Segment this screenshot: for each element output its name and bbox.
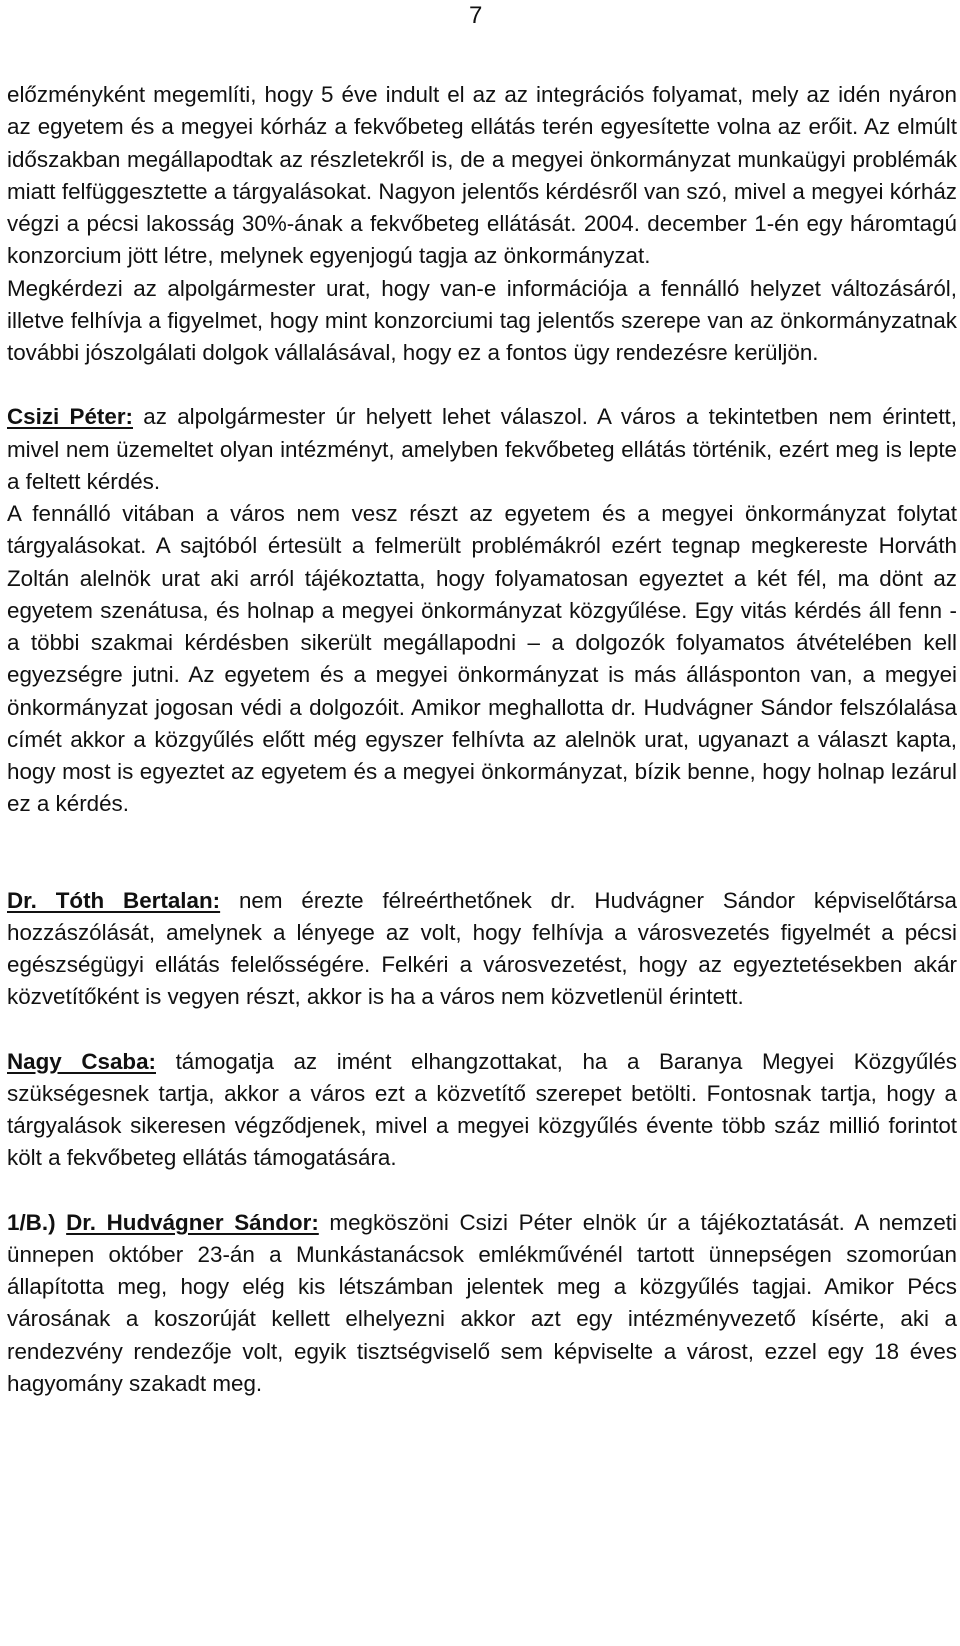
paragraph-spacer (7, 821, 957, 885)
paragraph-hudvagner-sandor (7, 1207, 957, 1401)
paragraph-spacer (7, 1175, 957, 1207)
paragraph-nagy-csaba (7, 1046, 957, 1175)
paragraph-spacer (7, 1014, 957, 1046)
paragraph-toth-bertalan-text: nem érezte félreérthetőnek dr. Hudvágner Sándor képviselőtársa hozzászólását, amelynek a lényege az volt, hogy felhívja a városvezetés figyelmét a pécsi egészségügyi ellátás felelősségére. Felkéri a városvezetést, hogy az egyeztetésekben akár közvetítőként is vegyen részt, akkor is ha a város nem közvetlenül érintett. (7, 887, 957, 1010)
page-number: 7 (469, 2, 483, 29)
paragraph-csizi-peter-text: az alpolgármester úr helyett lehet válaszol. A város a tekintetben nem érintett, mivel nem üzemeltet olyan intézményt, amelyben fekvőbeteg ellátás történik, ezért meg is lepte a feltett kérdés. (7, 404, 957, 494)
speaker-name-toth-bertalan: Dr. Tóth Bertalan: (7, 887, 221, 913)
speaker-name-hudvagner-sandor: Dr. Hudvágner Sándor: (66, 1209, 319, 1235)
paragraph-spacer (7, 369, 957, 401)
paragraph-intro (7, 79, 957, 273)
paragraph-nagy-csaba-text: támogatja az imént elhangzottakat, ha a Baranya Megyei Közgyűlés szükségesnek tartja, akkor a város ezt a közvetítő szerepet betölti. Fontosnak tartja, hogy a tárgyalások sikeresen végződjenek, mivel a megyei közgyűlés évente több száz millió forintot költ a fekvőbeteg ellátás támogatására. (7, 1048, 958, 1171)
paragraph-question-text: Megkérdezi az alpolgármester urat, hogy van-e információja a fennálló helyzet változásáról, illetve felhívja a figyelmet, hogy mint konzorciumi tag jelentős szerepe van az önkormányzatnak további jószolgálati dolgok vállalásával, hogy ez a fontos ügy rendezésre kerüljön. (7, 275, 957, 365)
speaker-name-nagy-csaba: Nagy Csaba: (7, 1048, 156, 1074)
paragraph-city-position-text: A fennálló vitában a város nem vesz részt az egyetem és a megyei önkormányzat folytat tárgyalásokat. A sajtóból értesült a felmerült problémákról ezért tegnap megkereste Horváth Zoltán alelnök urat aki arról tájékoztatta, hogy folyamatosan egyeztet a két fél, ma dönt az egyetem szenátusa, és holnap a megyei önkormányzat közgyűlése. Egy vitás kérdés áll fenn - a többi szakmai kérdésben sikerült megállapodni – a dolgozók folyamatos átvételében kell egyezségre jutni. Az egyetem és a megyei önkormányzat is más állásponton van, a megyei önkormányzat jogosan védi a dolgozóit. Amikor meghallotta dr. Hudvágner Sándor felszólalása címét akkor a közgyűlés előtt még egyszer felhívta az alelnök urat, ugyanazt a választ kapta, hogy most is egyeztet az egyetem és a megyei önkormányzat, bízik benne, hogy holnap lezárul ez a kérdés. (7, 501, 957, 817)
paragraph-csizi-peter (7, 401, 957, 498)
speaker-name-csizi-peter: Csizi Péter: (7, 404, 133, 430)
paragraph-toth-bertalan (7, 885, 957, 1014)
paragraph-intro-text: előzményként megemlíti, hogy 5 éve indult el az az integrációs folyamat, mely az idén nyáron az egyetem és a megyei kórház a fekvőbeteg ellátás terén egyesítette volna az erőit. Az elmúlt időszakban megállapodtak az részletekről is, de a megyei önkormányzat munkaügyi problémák miatt felfüggesztette a tárgyalásokat. Nagyon jelentős kérdésről van szó, mivel a megyei kórház végzi a pécsi lakosság 30%-ának a fekvőbeteg ellátását. 2004. december 1-én egy háromtagú konzorcium jött létre, melynek egyenjogú tagja az önkormányzat. (7, 82, 957, 269)
item-number-prefix: 1/B.) (7, 1209, 67, 1235)
document-body (7, 79, 957, 1400)
paragraph-hudvagner-sandor-text: megköszöni Csizi Péter elnök úr a tájékoztatását. A nemzeti ünnepen október 23-án a Munkástanácsok emlékművénél tartott ünnepségen szomorúan állapította meg, hogy elég kis létszámban jelentek meg a közgyűlés tagjai. Amikor Pécs városának a koszorúját kellett elhelyezni akkor azt egy intézményvezető kísérte, aki a rendezvény rendezője volt, egyik tisztségviselő sem képviselte a várost, ezzel egy 18 éves hagyomány szakadt meg. (7, 1209, 957, 1396)
paragraph-city-position (7, 498, 957, 821)
paragraph-question (7, 273, 957, 370)
